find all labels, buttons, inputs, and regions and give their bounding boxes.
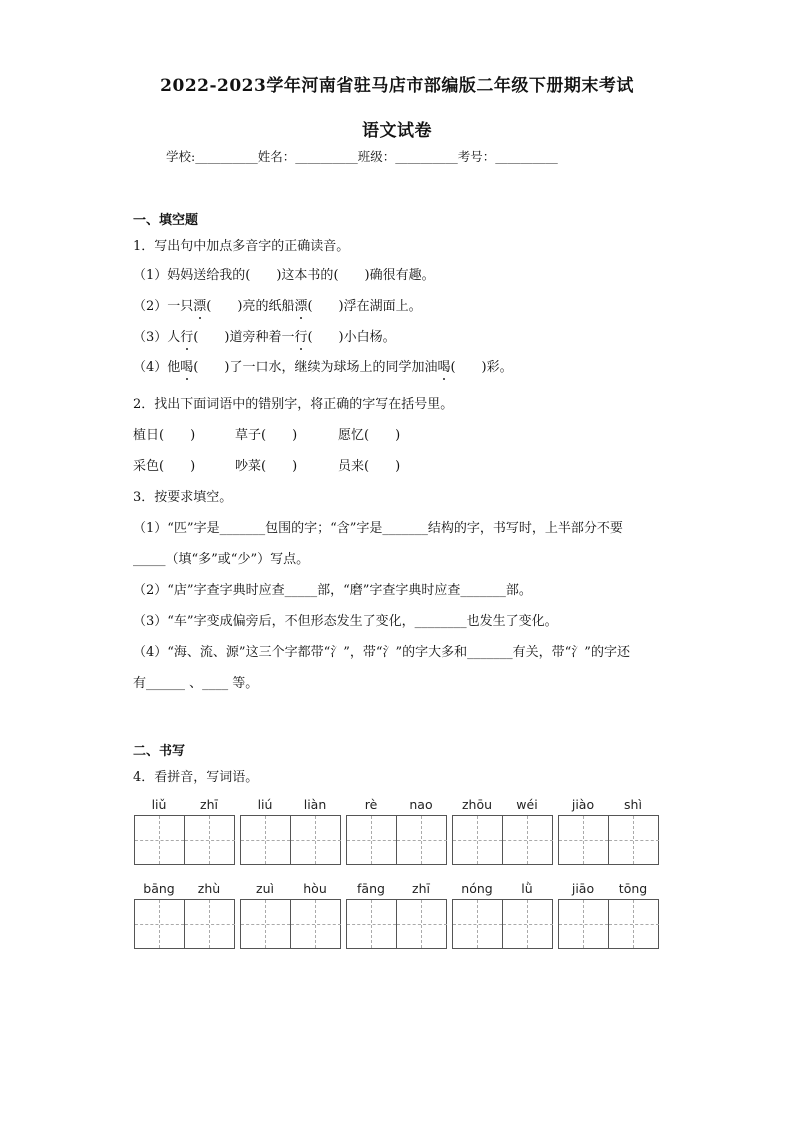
q3-line-1: （1）“匹”字是_______包围的字；“含”字是_______结构的字，书写时，上半部分不要 <box>133 521 623 536</box>
pinyin-label: zhī <box>412 881 430 896</box>
section1-heading: 一、填空题 <box>133 213 199 228</box>
q3-line-2: _____（填“多”或“少”）写点。 <box>133 552 310 567</box>
page-title-line1: 2022-2023学年河南省驻马店市部编版二年级下册期末考试 <box>160 76 634 96</box>
writing-cell[interactable] <box>503 900 553 948</box>
writing-cell[interactable] <box>135 816 185 864</box>
writing-grid[interactable] <box>558 899 659 949</box>
pinyin-label: tōng <box>618 881 648 896</box>
pinyin-label: rè <box>364 797 378 812</box>
writing-cell[interactable] <box>503 816 553 864</box>
writing-grid[interactable] <box>134 815 235 865</box>
pinyin-label: jiāo <box>571 881 595 896</box>
section2-heading: 二、书写 <box>133 744 186 759</box>
writing-grid[interactable] <box>452 899 553 949</box>
q1-item-1: （1）妈妈送给我的( )这本书的( )确很有趣。 <box>133 268 435 283</box>
writing-grid[interactable] <box>240 815 341 865</box>
writing-cell[interactable] <box>135 900 185 948</box>
q1-item-2: （2）一只漂( )亮的纸船漂( )浮在湖面上。 <box>133 295 422 314</box>
writing-cell[interactable] <box>347 900 397 948</box>
q1-item-4: （4）他喝( )了一口水，继续为球场上的同学加油喝( )彩。 <box>133 356 513 375</box>
q2-word-3: 愿忆( ) <box>338 428 401 443</box>
pinyin-label: hòu <box>303 881 327 896</box>
pinyin-label: fāng <box>357 881 385 896</box>
q2-word-6: 员来( ) <box>338 459 401 474</box>
pinyin-label: zhōu <box>461 797 493 812</box>
pinyin-label: liú <box>257 797 273 812</box>
writing-grid[interactable] <box>346 815 447 865</box>
writing-cell[interactable] <box>241 900 291 948</box>
q2-word-1: 植日( ) <box>133 428 196 443</box>
writing-grid[interactable] <box>134 899 235 949</box>
pinyin-label: nao <box>409 797 433 812</box>
writing-cell[interactable] <box>291 900 341 948</box>
writing-cell[interactable] <box>397 900 447 948</box>
pinyin-label: liàn <box>303 797 327 812</box>
pinyin-label: zhī <box>200 797 218 812</box>
q1-item-3: （3）人行( )道旁种着一行( )小白杨。 <box>133 326 396 345</box>
page-title-line2: 语文试卷 <box>362 121 432 141</box>
pinyin-label: shì <box>624 797 642 812</box>
pinyin-label: nóng <box>461 881 493 896</box>
writing-cell[interactable] <box>347 816 397 864</box>
q1-stem: 1．写出句中加点多音字的正确读音。 <box>133 239 350 254</box>
writing-grid[interactable] <box>346 899 447 949</box>
q3-line-3: （2）“店”字查字典时应查_____部，“磨”字查字典时应查_______部。 <box>133 583 532 598</box>
writing-cell[interactable] <box>453 900 503 948</box>
writing-cell[interactable] <box>559 816 609 864</box>
writing-cell[interactable] <box>185 900 235 948</box>
writing-cell[interactable] <box>185 816 235 864</box>
writing-cell[interactable] <box>609 900 659 948</box>
q2-word-5: 吵菜( ) <box>235 459 298 474</box>
writing-cell[interactable] <box>291 816 341 864</box>
writing-grid[interactable] <box>240 899 341 949</box>
pinyin-label: zhù <box>197 881 221 896</box>
pinyin-label: jiào <box>571 797 595 812</box>
writing-cell[interactable] <box>241 816 291 864</box>
q2-stem: 2．找出下面词语中的错别字，将正确的字写在括号里。 <box>133 397 454 412</box>
q3-stem: 3．按要求填空。 <box>133 490 233 505</box>
pinyin-label: liǔ <box>151 797 167 812</box>
writing-cell[interactable] <box>609 816 659 864</box>
q2-word-4: 采色( ) <box>133 459 196 474</box>
student-info-line: 学校:__________姓名：__________班级：__________考号：__________ <box>166 149 558 164</box>
writing-cell[interactable] <box>559 900 609 948</box>
pinyin-label: lǜ <box>521 881 533 896</box>
q3-line-4: （3）“车”字变成偏旁后，不但形态发生了变化，________也发生了变化。 <box>133 614 558 629</box>
pinyin-label: bāng <box>143 881 175 896</box>
writing-grid[interactable] <box>452 815 553 865</box>
q3-line-5: （4）“海、流、源”这三个字都带“氵”，带“氵”的字大多和_______有关，带“氵”的字还 <box>133 645 630 660</box>
pinyin-label: zuì <box>256 881 274 896</box>
writing-grid[interactable] <box>558 815 659 865</box>
q2-word-2: 草子( ) <box>235 428 298 443</box>
q3-line-6: 有______ 、____ 等。 <box>133 676 259 691</box>
writing-cell[interactable] <box>453 816 503 864</box>
writing-cell[interactable] <box>397 816 447 864</box>
q4-stem: 4．看拼音，写词语。 <box>133 770 259 785</box>
pinyin-label: wéi <box>516 797 538 812</box>
